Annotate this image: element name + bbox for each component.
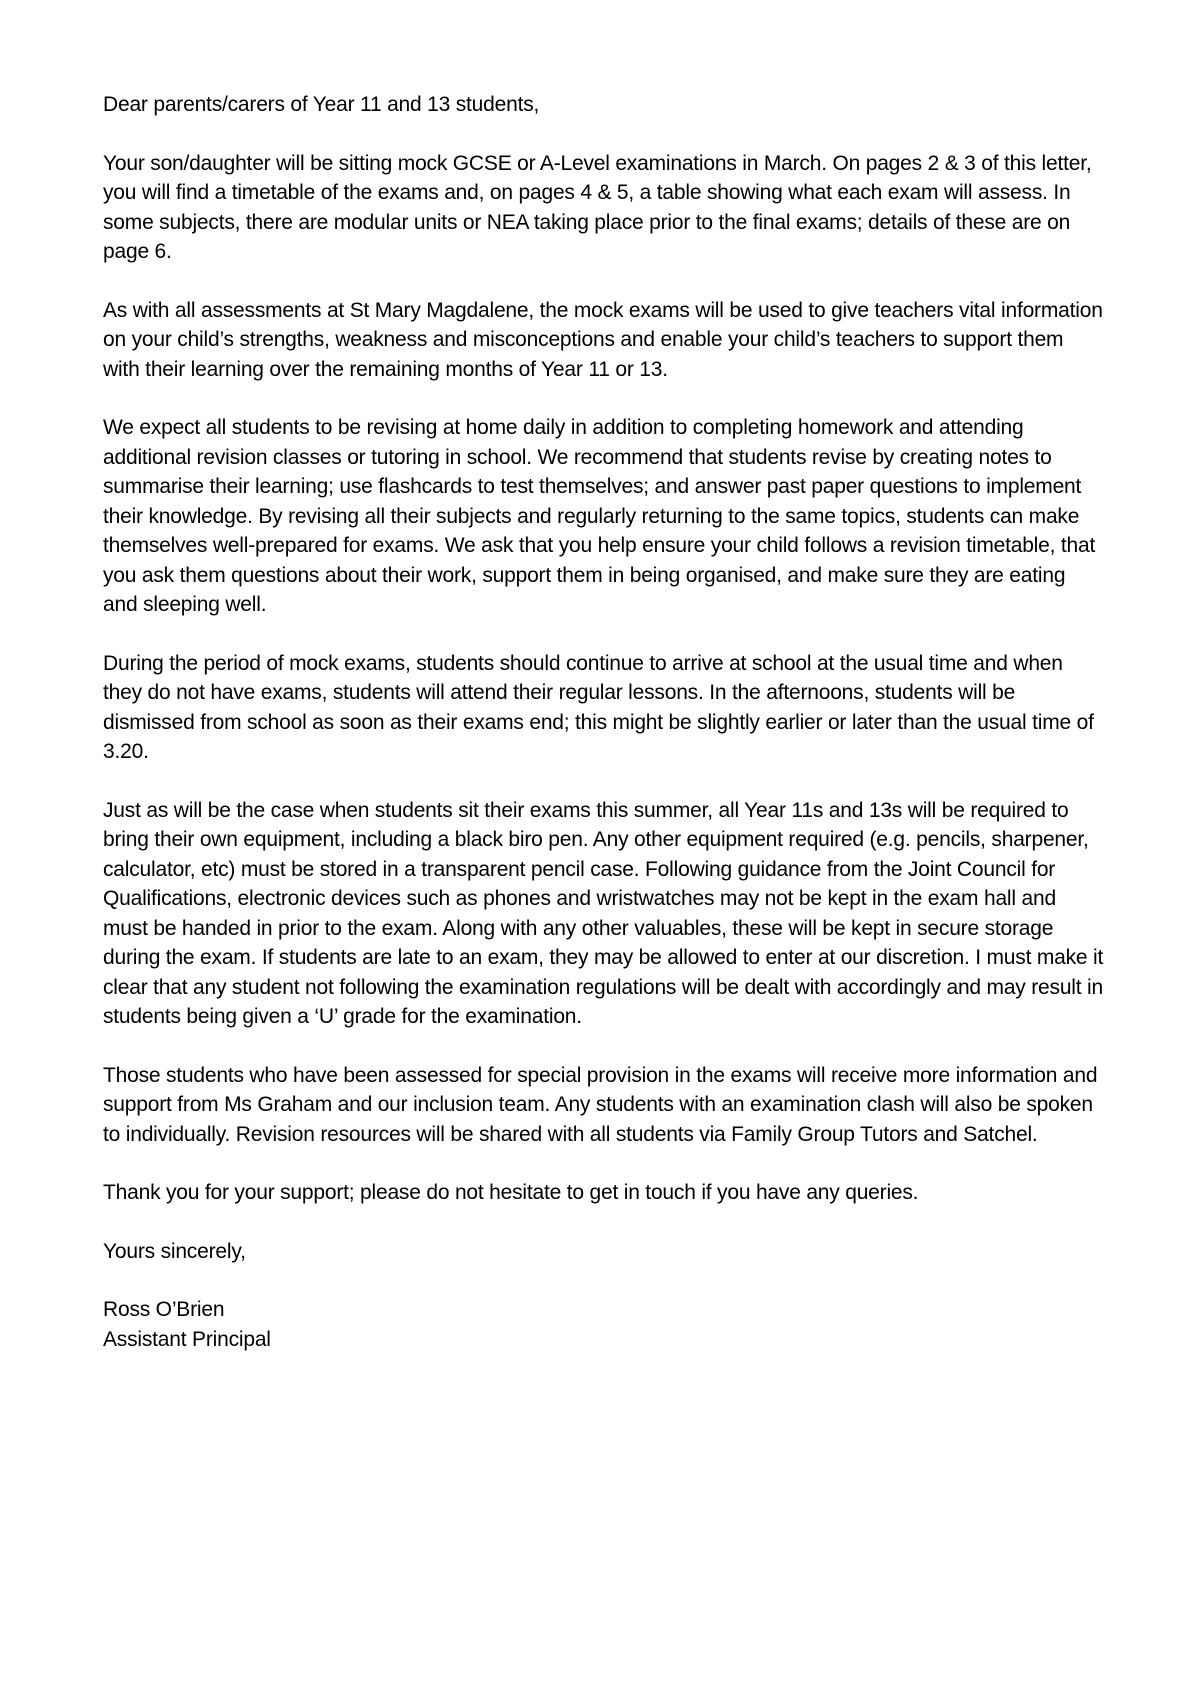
signatory-name: Ross O’Brien bbox=[103, 1298, 225, 1321]
paragraph-exam-overview: Your son/daughter will be sitting mock GCSE or A-Level examinations in March. On pages 2 & 3 of this letter, you will find a timetable of the exams and, on pages 4 & 5, a table showing what each exam will assess. In some subjects, there are modular units or NEA taking place prior to the final exams; details of these are on page 6. bbox=[103, 151, 1092, 263]
paragraph-equipment-rules: Just as will be the case when students sit their exams this summer, all Year 11s and 13s will be required to bring their own equipment, including a black biro pen. Any other equipment required (e.g. pencils, sharpener, calculator, etc) must be stored in a transparent pencil case. Following guidance from the Joint Council for Qualifications, electronic devices such as phones and wristwatches may not be kept in the exam hall and must be handed in prior to the exam. Along with any other valuables, these will be kept in secure storage during the exam. If students are late to an exam, they may be allowed to enter at our discretion. I must make it clear that any student not following the examination regulations will be dealt with accordingly and may result in students being given a ‘U’ grade for the examination. bbox=[103, 798, 1104, 1028]
letter-body bbox=[103, 90, 1105, 1354]
paragraph-assessment-purpose: As with all assessments at St Mary Magdalene, the mock exams will be used to give teachers vital information on your child’s strengths, weakness and misconceptions and enable your child’s teachers to support them with their learning over the remaining months of Year 11 or 13. bbox=[103, 298, 1103, 381]
paragraph-attendance: During the period of mock exams, students should continue to arrive at school at the usual time and when they do not have exams, students will attend their regular lessons. In the afternoons, students will be dismissed from school as soon as their exams end; this might be slightly earlier or later than the usual time of 3.20. bbox=[103, 651, 1094, 763]
paragraph-special-provision: Those students who have been assessed for special provision in the exams will receive more information and support from Ms Graham and our inclusion team. Any students with an examination clash will also be spoken to individually. Revision resources will be shared with all students via Family Group Tutors and Satchel. bbox=[103, 1063, 1098, 1146]
paragraph-thanks: Thank you for your support; please do not hesitate to get in touch if you have any queries. bbox=[103, 1181, 919, 1204]
closing: Yours sincerely, bbox=[103, 1239, 246, 1263]
salutation: Dear parents/carers of Year 11 and 13 students, bbox=[103, 93, 540, 116]
signature-block bbox=[103, 1295, 1105, 1354]
paragraph-revision-expectations: We expect all students to be revising at home daily in addition to completing homework and attending additional revision classes or tutoring in school. We recommend that students revise by creating notes to summarise their learning; use flashcards to test themselves; and answer past paper questions to implement their knowledge. By revising all their subjects and regularly returning to the same topics, students can make themselves well-prepared for exams. We ask that you help ensure your child follows a revision timetable, that you ask them questions about their work, support them in being organised, and make sure they are eating and sleeping well. bbox=[103, 416, 1096, 616]
signatory-title: Assistant Principal bbox=[103, 1327, 271, 1351]
